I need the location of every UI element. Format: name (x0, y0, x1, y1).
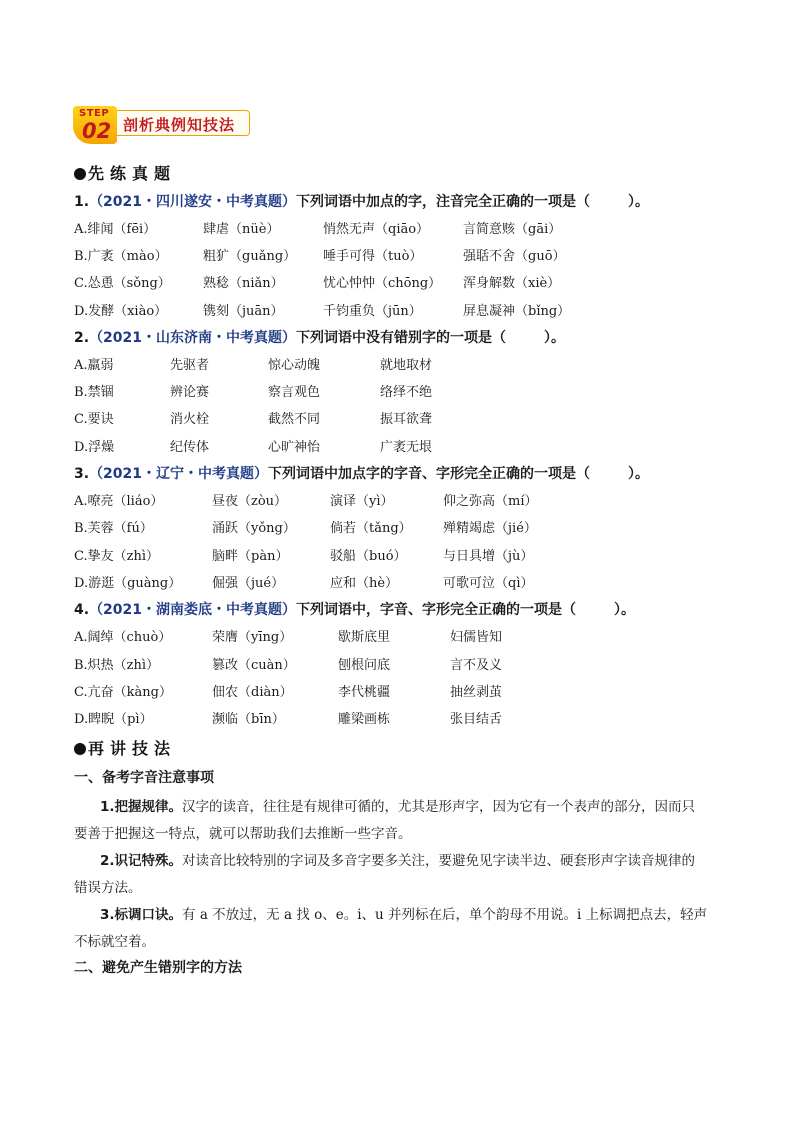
option-cell: 应和（hè） (330, 576, 399, 591)
question-source: （2021・湖南娄底・中考真题） (89, 602, 297, 618)
question-1 (74, 191, 649, 211)
option-cell: D.发酵（xiào） (74, 304, 168, 319)
question-stem: 下列词语中加点的字，注音完全正确的一项是（ (296, 194, 591, 210)
paragraph-lead: 2.识记特殊。 (100, 853, 183, 869)
option-cell: 熟稔（niǎn） (203, 276, 284, 291)
option-cell: 殚精竭虑（jié） (443, 521, 537, 536)
option-cell: 倔强（jué） (212, 576, 285, 591)
step-badge (73, 106, 251, 144)
option-cell: A.羸弱 (74, 358, 114, 373)
option-cell: 强聒不舍（guō） (463, 249, 566, 264)
option-cell: 抽丝剥茧 (450, 685, 503, 700)
step-title: 剖析典例知技法 (123, 116, 236, 134)
question-source: （2021・辽宁・中考真题） (89, 466, 269, 482)
step-title-box (117, 110, 250, 136)
paragraph-line: 不标就空着。 (74, 934, 155, 950)
question-close: ）。 (628, 466, 650, 482)
option-cell: 张目结舌 (450, 712, 503, 727)
question-source: （2021・四川遂安・中考真题） (89, 194, 297, 210)
option-cell: 言不及义 (450, 658, 503, 673)
question-close: ）。 (628, 194, 650, 210)
option-cell: D.游逛（guàng） (74, 576, 182, 591)
option-cell: 肆虐（nüè） (203, 222, 280, 237)
step-shape (73, 106, 117, 144)
option-cell: C.要诀 (74, 412, 114, 427)
bullet-dot-icon (74, 743, 86, 755)
option-cell: 言简意赅（gāi） (463, 222, 562, 237)
section-title: 再讲技法 (88, 739, 177, 758)
question-4 (74, 599, 635, 619)
option-cell: A.绯闻（fēi） (74, 222, 157, 237)
paragraph-lead: 1.把握规律。 (100, 799, 183, 815)
option-cell: 粗犷（guǎng） (203, 249, 297, 264)
option-cell: B.禁锢 (74, 385, 114, 400)
paragraph-line: 错误方法。 (74, 880, 142, 896)
option-cell: 雕梁画栋 (338, 712, 391, 727)
question-3 (74, 463, 649, 483)
step-word: STEP (79, 108, 110, 119)
subsection-heading: 一、备考字音注意事项 (74, 770, 214, 786)
bullet-dot-icon (74, 168, 86, 180)
paragraph-line (100, 903, 707, 923)
option-cell: 纪传体 (170, 440, 210, 455)
option-cell: 心旷神怡 (268, 440, 321, 455)
option-cell: 歇斯底里 (338, 630, 391, 645)
question-source: （2021・山东济南・中考真题） (89, 330, 297, 346)
option-cell: 荣膺（yīng） (212, 630, 293, 645)
question-stem: 下列词语中，字音、字形完全正确的一项是（ (296, 602, 577, 618)
option-cell: 截然不同 (268, 412, 321, 427)
option-cell: 昼夜（zòu） (212, 494, 288, 509)
option-cell: B.广袤（mào） (74, 249, 168, 264)
option-cell: 千钧重负（jūn） (323, 304, 422, 319)
option-cell: 佃农（diàn） (212, 685, 293, 700)
option-cell: 篡改（cuàn） (212, 658, 296, 673)
question-number: 3. (74, 466, 90, 482)
option-cell: D.睥睨（pì） (74, 712, 153, 727)
question-number: 2. (74, 330, 90, 346)
option-cell: B.芙蓉（fú） (74, 521, 153, 536)
paragraph-line (100, 795, 695, 815)
option-cell: 浑身解数（xiè） (463, 276, 561, 291)
option-cell: C.亢奋（kàng） (74, 685, 172, 700)
option-cell: B.炽热（zhì） (74, 658, 160, 673)
question-close: ）。 (544, 330, 566, 346)
section-title: 先练真题 (88, 164, 177, 183)
question-number: 4. (74, 602, 90, 618)
question-2 (74, 327, 565, 347)
paragraph-text: 有 a 不放过，无 a 找 o、e。i、u 并列标在后，单个韵母不用说。i 上标调把点去，轻声 (182, 907, 708, 923)
option-cell: 辨论赛 (170, 385, 210, 400)
paragraph-lead: 3.标调口诀。 (100, 907, 183, 923)
question-number: 1. (74, 194, 90, 210)
option-cell: 屏息凝神（bǐng） (463, 304, 571, 319)
option-cell: 悄然无声（qiāo） (323, 222, 430, 237)
option-cell: 络绎不绝 (380, 385, 433, 400)
option-cell: 与日具增（jù） (443, 549, 534, 564)
option-cell: 李代桃疆 (338, 685, 391, 700)
option-cell: 仰之弥高（mí） (443, 494, 538, 509)
option-cell: 演译（yì） (330, 494, 394, 509)
section-heading-practice (74, 161, 176, 184)
option-cell: 就地取材 (380, 358, 433, 373)
step-number: 02 (82, 119, 112, 143)
option-cell: D.浮燥 (74, 440, 115, 455)
paragraph-text: 汉字的读音，往往是有规律可循的，尤其是形声字，因为它有一个表声的部分，因而只 (182, 799, 696, 815)
option-cell: A.阔绰（chuò） (74, 630, 172, 645)
option-cell: A.嘹亮（liáo） (74, 494, 164, 509)
paragraph-line (100, 849, 695, 869)
paragraph-text: 对读音比较特别的字词及多音字要多关注，要避免见字读半边、硬套形声字读音规律的 (182, 853, 696, 869)
option-cell: 驳船（buó） (330, 549, 407, 564)
option-cell: 倘若（tǎng） (330, 521, 412, 536)
option-cell: 刨根问底 (338, 658, 391, 673)
option-cell: 消火栓 (170, 412, 210, 427)
option-cell: 可歌可泣（qì） (443, 576, 534, 591)
question-close: ）。 (614, 602, 636, 618)
option-cell: C.怂恿（sǒng） (74, 276, 171, 291)
option-cell: 妇儒皆知 (450, 630, 503, 645)
question-stem: 下列词语中没有错别字的一项是（ (296, 330, 507, 346)
option-cell: 振耳欲聋 (380, 412, 433, 427)
question-stem: 下列词语中加点字的字音、字形完全正确的一项是（ (268, 466, 591, 482)
paragraph-line: 要善于把握这一特点，就可以帮助我们去推断一些字音。 (74, 826, 412, 842)
option-cell: C.挚友（zhì） (74, 549, 159, 564)
option-cell: 濒临（bīn） (212, 712, 285, 727)
subsection-heading: 二、避免产生错别字的方法 (74, 960, 242, 976)
option-cell: 惊心动魄 (268, 358, 321, 373)
option-cell: 唾手可得（tuò） (323, 249, 423, 264)
option-cell: 先驱者 (170, 358, 210, 373)
option-cell: 镌刻（juān） (203, 304, 284, 319)
option-cell: 脑畔（pàn） (212, 549, 289, 564)
option-cell: 察言观色 (268, 385, 321, 400)
option-cell: 忧心忡忡（chōng） (323, 276, 442, 291)
option-cell: 广袤无垠 (380, 440, 433, 455)
option-cell: 涌跃（yǒng） (212, 521, 296, 536)
section-heading-techniques (74, 736, 176, 759)
